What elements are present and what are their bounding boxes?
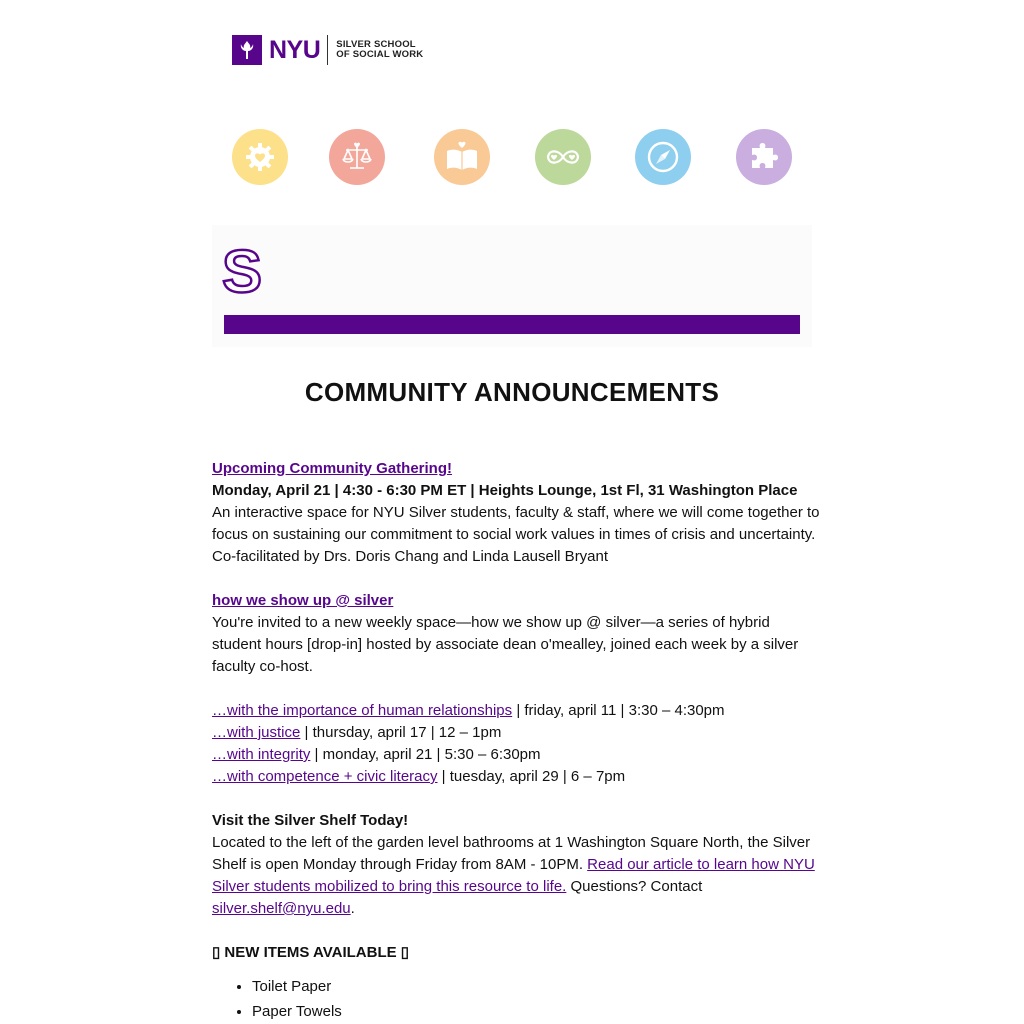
list-item: • Toilet Paper — [252, 974, 820, 999]
gathering-link[interactable]: Upcoming Community Gathering! — [212, 460, 452, 477]
banner-purple-bar — [224, 315, 800, 334]
logo-divider — [327, 35, 328, 65]
new-items-heading: ▯ NEW ITEMS AVAILABLE ▯ — [212, 944, 410, 961]
logo-school-line1: SILVER SCHOOL — [336, 38, 416, 50]
gathering-when: Monday, April 21 | 4:30 - 6:30 PM ET | Heights Lounge, 1st Fl, 31 Washington Place — [212, 482, 798, 499]
session-link[interactable]: …with justice — [212, 724, 301, 741]
session-details: | tuesday, april 29 | 6 – 7pm — [437, 768, 626, 785]
open-book-heart-icon — [434, 129, 490, 185]
logo-nyu-wordmark: NYU — [269, 36, 321, 64]
shelf-description — [212, 832, 820, 920]
list-item — [212, 766, 820, 788]
show-up-description: You're invited to a new weekly space—how we show up @ silver—a series of hybrid student hours [drop-in] hosted by associate dean o'mealley, joined each week by a silver faculty co-host. — [212, 614, 799, 675]
announcements-content — [212, 458, 820, 1024]
shelf-article-link[interactable]: Read our article to learn how NYU Silver students mobilized to bring this resource to life. — [212, 856, 815, 895]
infinity-hearts-icon — [535, 129, 591, 185]
show-up-link[interactable]: how we show up @ silver — [212, 592, 394, 609]
session-link[interactable]: …with competence + civic literacy — [212, 768, 438, 785]
session-details: | monday, april 21 | 5:30 – 6:30pm — [310, 746, 541, 763]
shelf-text-3: . — [350, 900, 355, 917]
nyu-torch-icon — [232, 35, 262, 65]
shelf-text-1: Located to the left of the garden level bathrooms at 1 Washington Square North, the Silver Shelf is open Monday through Friday from 8AM - 10PM. — [212, 834, 811, 873]
logo-school-line2: OF SOCIAL WORK — [336, 49, 424, 60]
session-link[interactable]: …with integrity — [212, 746, 311, 763]
new-items-list — [212, 974, 820, 1024]
gathering-description: An interactive space for NYU Silver students, faculty & staff, where we will come together to focus on sustaining our commitment to social work values in times of crisis and uncertainty. Co-facilitated by Drs. Doris Chang and Linda Lausell Bryant — [212, 504, 820, 565]
compass-icon — [635, 129, 691, 185]
shelf-text-2: Questions? Contact — [566, 878, 703, 895]
silver-shelf-section — [212, 810, 820, 920]
session-details: | friday, april 11 | 3:30 – 4:30pm — [512, 702, 725, 719]
session-link[interactable]: …with the importance of human relationships — [212, 702, 513, 719]
nyu-silver-logo[interactable] — [232, 35, 423, 65]
shelf-title: Visit the Silver Shelf Today! — [212, 812, 409, 829]
page-title: COMMUNITY ANNOUNCEMENTS — [304, 377, 720, 407]
silver-banner — [212, 225, 812, 347]
gathering-section — [212, 458, 820, 568]
list-item — [212, 700, 820, 722]
list-item: • Paper Towels — [252, 999, 820, 1024]
scales-heart-icon — [329, 129, 385, 185]
session-details: | thursday, april 17 | 12 – 1pm — [300, 724, 502, 741]
list-item — [212, 744, 820, 766]
show-up-section — [212, 590, 820, 678]
shelf-email-link[interactable]: silver.shelf@nyu.edu — [212, 900, 351, 917]
logo-school-name — [336, 40, 423, 61]
show-up-sessions — [212, 700, 820, 788]
heart-gear-icon — [232, 129, 288, 185]
puzzle-piece-icon — [736, 129, 792, 185]
list-item — [212, 722, 820, 744]
banner-s-letter: S — [222, 238, 263, 305]
